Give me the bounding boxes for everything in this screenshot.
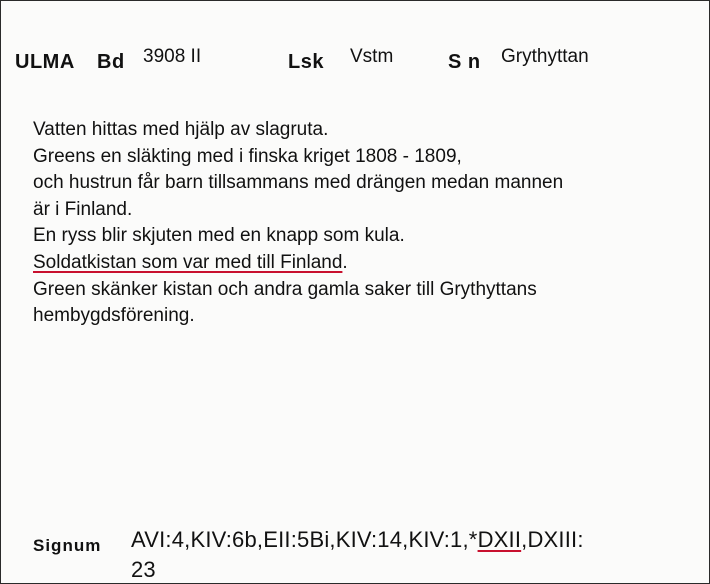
lsk-value: Vstm — [350, 46, 394, 67]
card-body-text — [33, 117, 673, 330]
body-line: och hustrun får barn tillsammans med drängen medan mannen — [33, 172, 564, 194]
signum-star: * — [468, 527, 478, 552]
signum-codes-start: AVI:4,KIV:6b,EII:5Bi,KIV:14,KIV:1, — [131, 527, 469, 552]
body-line: Greens en släkting med i finska kriget 1808 - 1809, — [33, 145, 462, 167]
signum-codes-line2: 23 — [131, 557, 156, 582]
signum-codes-end: ,DXIII: — [521, 527, 584, 552]
signum-label: Signum — [33, 536, 102, 555]
body-line: Green skänker kistan och andra gamla saker till Grythyttans — [33, 278, 537, 300]
sn-label: S n — [448, 51, 481, 73]
body-line: Vatten hittas med hjälp av slagruta. — [33, 119, 329, 140]
body-line: är i Finland. — [33, 198, 133, 220]
body-line: En ryss blir skjuten med en knapp som kula. — [33, 225, 405, 247]
bd-label: Bd — [97, 51, 125, 73]
trailing-period: . — [342, 251, 348, 273]
signum-underlined-code: DXII — [477, 527, 522, 552]
signum-value — [131, 525, 691, 584]
body-line: hembygdsförening. — [33, 305, 195, 327]
sn-value: Grythyttan — [501, 46, 589, 67]
archive-label: ULMA — [15, 51, 75, 73]
lsk-label: Lsk — [288, 51, 324, 73]
bd-value: 3908 II — [143, 46, 202, 67]
underlined-phrase: Soldatkistan som var med till Finland — [33, 251, 343, 273]
body-line-underlined — [33, 250, 673, 277]
